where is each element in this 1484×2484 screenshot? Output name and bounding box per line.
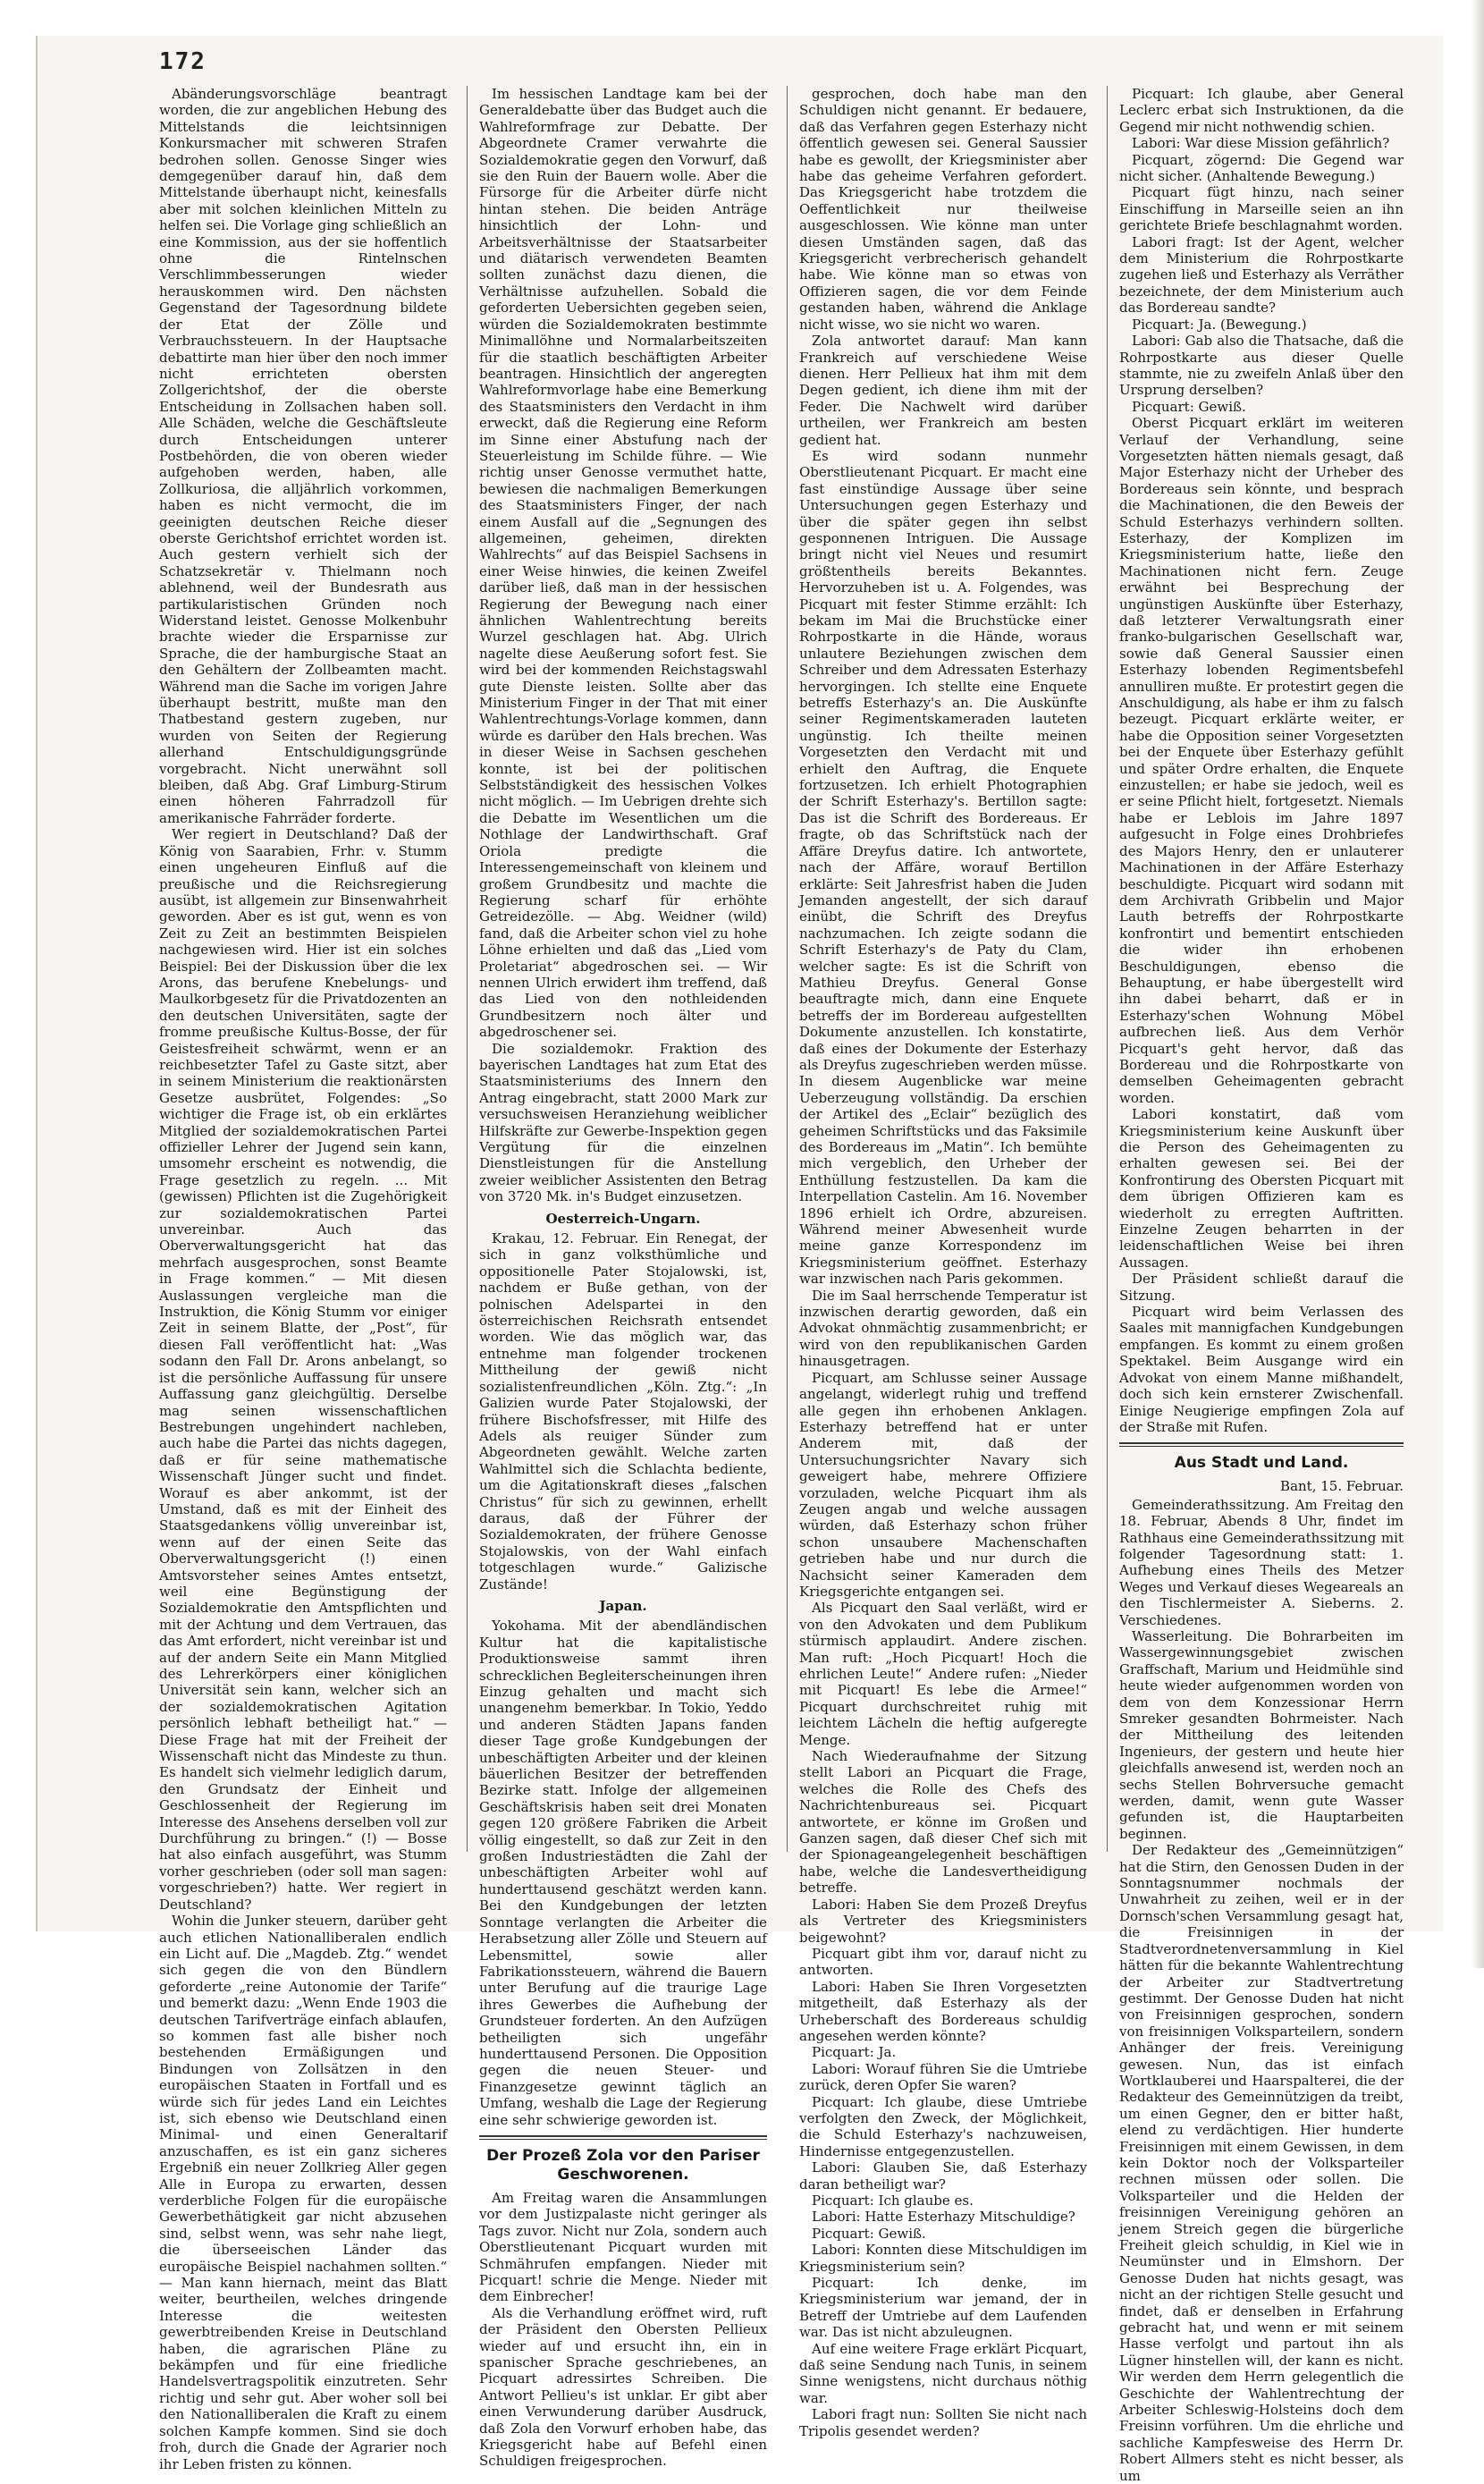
paragraph: Wohin die Junker steuern, darüber geht auch etlichen Nationalliberalen endlich ein Licht auf. Die „Magdeb. Ztg.“ wendet sich gegen die von den Bündlern geforderte „reine Autonomie der Tarife“ und bemerkt dazu: „Wenn Ende 1903 die deutschen Tarifverträge einfach ablaufen, so kommen fast alle bisher noch bestehenden Ermäßigungen und Bindungen von Zollsätzen in den europäischen Staaten in Fortfall und es würde sich für jedes Land ein Leichtes ist, sich ebenso wie Deutschland einen Minimal- und einen Generaltarif anzuschaffen, es ist ein ganz sicheres Ergebniß ein neuer Zollkrieg Aller gegen Alle in Europa zu erwarten, dessen verderbliche Folgen für die europäische Gewerbethätigkeit gar nicht abzusehen sind, selbst wenn, was sehr nahe liegt, die überseeischen Länder das europäische Beispiel nachahmen sollten.“ — Man kann hiernach, meint das Blatt weiter, beurtheilen, welches dringende Interesse die weitesten gewerbtreibenden Kreise in Deutschland haben, die agrarischen Pläne zu bekämpfen und für eine friedliche Handelsvertragspolitik einzutreten. Sehr richtig und sehr gut. Aber woher soll bei den Nationalliberalen die Kraft zu einem solchen Kampfe kommen. Sind sie doch froh, durch die Gnade der Agrarier noch ihr Leben fristen zu können.	[159, 1913, 447, 2472]
column-1	[159, 86, 447, 2472]
paragraph: Abänderungsvorschläge beantragt worden, die zur angeblichen Hebung des Mittelstands die leichtsinnigen Konkursmacher mit schweren Strafen bedrohen sollen. Genosse Singer wies demgegenüber darauf hin, daß dem Mittelstande überhaupt nicht, keinesfalls aber mit solchen kleinlichen Mitteln zu helfen sei. Die Vorlage ging schließlich an eine Kommission, aus der sie hoffentlich ohne die Rintelnschen Verschlimmbesserungen wieder herauskommen wird. Den nächsten Gegenstand der Tagesordnung bildete der Etat der Zölle und Verbrauchssteuern. In der Hauptsache debattirte man hier über den noch immer nicht errichteten obersten Zollgerichtshof, der die oberste Entscheidung in Zollsachen haben soll. Alle Schäden, welche die Geschäftsleute durch Entscheidungen unterer Postbehörden, die von oberen wieder aufgehoben werden, haben, alle Zollkuriosa, die alljährlich vorkommen, haben es nicht vermocht, die im geeinigten deutschen Reiche dieser oberste Gerichtshof errichtet worden ist. Auch gestern verhielt sich der Schatzsekretär v. Thielmann noch ablehnend, weil der Bundesrath aus partikularistischen Gründen noch Widerstand leistet. Genosse Molkenbuhr brachte wieder die Ersparnisse zur Sprache, die der hamburgische Staat an den Gehältern der Zollbeamten macht. Während man die Sache im vorigen Jahre überhaupt bestritt, mußte man den Thatbestand gestern zugeben, nur wurden von Seiten der Regierung allerhand Entschuldigungsgründe vorgebracht. Nicht unerwähnt soll bleiben, daß Abg. Graf Limburg-Stirum einen höheren Fahrradzoll für amerikanische Fahrräder forderte.	[159, 86, 447, 826]
paragraph: Labori: Worauf führen Sie die Umtriebe zurück, deren Opfer Sie waren?	[799, 2060, 1087, 2094]
paragraph: Als Picquart den Saal verläßt, wird er von den Advokaten und dem Publikum stürmisch applaudirt. Andere zischen. Man ruft: „Hoch Picquart! Hoch die ehrlichen Leute!“ Andere rufen: „Nieder mit Picquart! Es lebe die Armee!“ Picquart durchschreitet ruhig mit leichtem Lächeln die heftig aufgeregte Menge.	[799, 1600, 1087, 1748]
column-divider	[787, 86, 788, 1852]
article-title: Der Prozeß Zola vor den Pariser Geschworenen.	[486, 2146, 760, 2184]
paragraph: Oberst Picquart erklärt im weiteren Verlauf der Verhandlung, seine Vorgesetzten hätten niemals gesagt, daß Major Esterhazy nicht der Urheber des Bordereaus sein könnte, und besprach die Machinationen, die den Beweis der Schuld Esterhazys verhindern sollten. Esterhazy, der Komplizen im Kriegsministerium hatte, ließe den Machinationen nicht fern. Zeuge erwähnt bei Besprechung der ungünstigen Auskünfte über Esterhazy, daß letzterer Verwaltungsrath einer franko-bulgarischen Gesellschaft war, sowie daß General Saussier einen Esterhazy lobenden Regimentsbefehl annulliren mußte. Er protestirt gegen die Anschuldigung, als habe er ihm zu falsch bezeugt. Picquart erklärte weiter, er habe die Opposition seiner Vorgesetzten bei der Enquete über Esterhazy gefühlt und später Ordre erhalten, die Enquete einzustellen; er habe sie jedoch, weil es er seine Pflicht hielt, fortgesetzt. Niemals habe er Leblois im Jahre 1897 aufgesucht in Folge eines Drohbriefes des Majors Henry, den er unlauterer Machinationen in der Affäre Esterhazy beschuldigte. Picquart wird sodann mit dem Archivrath Gribbelin und Major Lauth betreffs der Rohrpostkarte konfrontirt und bementirt entschieden die wider ihn erhobenen Beschuldigungen, ebenso die Behauptung, er habe übergestellt wird ihn dabei beharrt, daß er in Esterhazy'schen Wohnung Möbel aufbrechen ließ. Aus dem Verhör Picquart's geht hervor, daß das Bordereau und die Rohrpostkarte von demselben Geheimagenten gebracht worden.	[1119, 415, 1404, 1106]
paragraph: Als die Verhandlung eröffnet wird, ruft der Präsident den Obersten Pellieux wieder auf und ersucht ihn, ein in spanischer Sprache geschriebenes, an Picquart adressirtes Schreiben. Die Antwort Pellieu's ist unklar. Er gibt aber einen Verwunderung darüber Ausdruck, daß Zola den Vorwurf erhoben habe, das Kriegsgericht habe auf Befehl einen Schuldigen freigesprochen.	[479, 2304, 767, 2470]
paragraph: Picquart: Ich glaube es.	[812, 2193, 974, 2209]
section-heading: Oesterreich-Ungarn.	[545, 1210, 701, 1227]
page-edge-shadow	[1471, 0, 1484, 1968]
paragraph: Die im Saal herrschende Temperatur ist inzwischen derartig geworden, daß ein Advokat ohnmächtig zusammenbricht; er wird von den republikanischen Garden hinausgetragen.	[799, 1287, 1087, 1370]
paragraph: Picquart, am Schlusse seiner Aussage angelangt, widerlegt ruhig und treffend alle gegen ihn erhobenen Anklagen. Esterhazy betreffend hat er unter Anderem mit, daß der Untersuchungsrichter Navary sich geweigert habe, mehrere Offiziere vorzuladen, welche Picquart ihm als Zeugen angab und welche aussagen würden, daß Esterhazy schon früher schon unsaubere Machenschaften getrieben habe und nur durch die Nachsicht seiner Kameraden dem Kriegsgerichte entgangen sei.	[799, 1369, 1087, 1600]
dateline: Bant, 15. Februar.	[1280, 1478, 1404, 1495]
column-4	[1119, 86, 1404, 2484]
column-divider	[467, 86, 468, 1852]
paragraph: Labori: Glauben Sie, daß Esterhazy daran betheiligt war?	[799, 2159, 1087, 2193]
paragraph: Auf eine weitere Frage erklärt Picquart, daß seine Sendung nach Tunis, in seinem Sinne wenigstens, nicht durchaus nöthig war.	[799, 2340, 1087, 2406]
paragraph: Wer regiert in Deutschland? Daß der König von Saarabien, Frhr. v. Stumm einen ungeheuren Einfluß auf die preußische und die Reichsregierung ausübt, ist allgemein zur Binsenwahrheit geworden. Aber es ist gut, wenn es von Zeit zu Zeit an bestimmten Beispielen nachgewiesen wird. Hier ist ein solches Beispiel: Bei der Diskussion über die lex Arons, das berufene Knebelungs- und Maulkorbgesetz für die Privatdozenten an den deutschen Universitäten, sagte der fromme preußische Kultus-Bosse, der für Geistesfreiheit schwärmt, wenn er an reichbesetzter Tafel zu Gaste sitzt, aber in seinem Ministerium die reaktionärsten Gesetze ausbrütet, Folgendes: „So wichtiger die Frage ist, ob ein erklärtes Mitglied der sozialdemokratischen Partei offizieller Lehrer der Jugend sein kann, umsomehr erscheint es notwendig, die Frage gesetzlich zu regeln. ... Mit (gewissen) Pflichten ist die Zugehörigkeit zur sozialdemokratischen Partei unvereinbar. Auch das Oberverwaltungsgericht hat das mehrfach ausgesprochen, sonst Beamte in Frage kommen.“ — Mit diesen Auslassungen vergleiche man die Instruktion, die König Stumm vor einiger Zeit in seinem Blatte, der „Post“, für diesen Fall veröffentlicht hat: „Was sodann den Fall Dr. Arons anbelangt, so ist die persönliche Auffassung für unsere Auffassung ganz gleichgültig. Derselbe mag seinen wissenschaftlichen Bestrebungen ungehindert nachleben, auch habe die Partei das nichts dagegen, daß er für seine mathematische Wissenschaft Jünger sucht und findet. Worauf es aber ankommt, ist der Umstand, daß es mit der Einheit des Staatsgedankens völlig unvereinbar ist, wenn auf der einen Seite das Oberverwaltungsgericht (!) einen Amtsvorsteher seines Amtes entsetzt, weil eine Begünstigung der Sozialdemokratie den Amtspflichten und mit der Achtung und dem Vertrauen, das das Amt erfordert, nicht vereinbar ist und auf der andern Seite ein Mann Mitglied des Lehrerkörpers einer königlichen Universität sein kann, welcher sich an der sozialdemokratischen Agitation persönlich lebhaft betheiligt hat.“ — Diese Frage hat mit der Freiheit der Wissenschaft nicht das Mindeste zu thun. Es handelt sich vielmehr lediglich darum, den Grundsatz der Einheit und Geschlossenheit der Regierung im Interesse des Ansehens derselben voll zur Durchführung zu bringen.“ (!) — Bosse hat also einfach ausgeführt, was Stumm vorher geschrieben (oder soll man sagen: vorgeschrieben?) hatte. Wer regiert in Deutschland?	[159, 826, 447, 1913]
paragraph: Labori: Konnten diese Mitschuldigen im Kriegsministerium sein?	[799, 2242, 1087, 2275]
paragraph: Der Präsident schließt darauf die Sitzung.	[1119, 1271, 1404, 1304]
column-3	[799, 86, 1087, 2439]
paragraph: Picquart: Ich glaube, aber General Leclerc erbat sich Instruktionen, da die Gegend mir nicht nothwendig schien.	[1119, 86, 1404, 135]
paragraph: Picquart fügt hinzu, nach seiner Einschiffung in Marseille seien an ihn gerichtete Briefe beschlagnahmt worden.	[1119, 184, 1404, 234]
paragraph: Picquart, zögernd: Die Gegend war nicht sicher. (Anhaltende Bewegung.)	[1119, 151, 1404, 185]
paragraph: Labori: Haben Sie dem Prozeß Dreyfus als Vertreter des Kriegsministers beigewohnt?	[799, 1896, 1087, 1946]
paragraph: gesprochen, doch habe man den Schuldigen nicht genannt. Er bedauere, daß das Verfahren gegen Esterhazy nicht öffentlich gewesen sei. General Saussier habe es gewollt, der Kriegsminister aber habe das geheime Verfahren gefordert. Das Kriegsgericht habe trotzdem die Oeffentlichkeit nur theilweise ausgeschlossen. Wie könne man unter diesen Umständen sagen, daß das Kriegsgericht verbrecherisch gehandelt habe. Wie könne man so etwas von Offizieren sagen, die vor dem Feinde gestanden haben, während die Anklage nicht wisse, wo sie nicht wo waren.	[799, 86, 1087, 333]
column-divider	[1107, 86, 1108, 1852]
column-2	[479, 86, 767, 2470]
section-rule	[1119, 1442, 1404, 1447]
paragraph: Die sozialdemokr. Fraktion des bayerischen Landtages hat zum Etat des Staatsministeriums des Innern den Antrag eingebracht, statt 2000 Mark zur versuchsweisen Heranziehung weiblicher Hilfskräfte zur Gewerbe-Inspektion gegen Vergütung für die einzelnen Dienstleistungen für die Anstellung zweier weiblicher Assistenten den Betrag von 3720 Mk. in's Budget einzusetzen.	[479, 1040, 767, 1205]
paragraph: Wasserleitung. Die Bohrarbeiten im Wassergewinnungsgebiet zwischen Graffschaft, Marium und Heidmühle sind heute wieder aufgenommen worden von dem von dem Konzessionar Herrn Smreker gesandten Bohrmeister. Nach der Mittheilung des leitenden Ingenieurs, der gestern und heute hier gleichfalls anwesend ist, werden noch an sechs Stellen Bohrversuche gemacht werden, damit, wenn gute Wasser gefunden ist, die Hauptarbeiten beginnen.	[1119, 1627, 1404, 1842]
paragraph: Picquart: Gewiß.	[812, 2225, 926, 2242]
paragraph: Nach Wiederaufnahme der Sitzung stellt Labori an Picquart die Frage, welches die Rolle des Chefs des Nachrichtenbureaus sei. Picquart antwortete, er könne im Großen und Ganzen sagen, daß dieser Chef sich mit der Spionageangelegenheit beschäftigen habe, welche die Landesvertheidigung betreffe.	[799, 1748, 1087, 1897]
paragraph: Picquart wird beim Verlassen des Saales mit mannigfachen Kundgebungen empfangen. Es kommt zu einem großen Spektakel. Beim Ausgange wird ein Advokat von einem Manne mißhandelt, doch sich kein ernsterer Zwischenfall. Einige Neugierige empfingen Zola auf der Straße mit Rufen.	[1119, 1304, 1404, 1435]
paragraph: Picquart: Ich glaube, diese Umtriebe verfolgten den Zweck, der Möglichkeit, die Schuld Esterhazy's nachzuweisen, Hindernisse entgegenzustellen.	[799, 2093, 1087, 2159]
paragraph: Labori fragt nun: Sollten Sie nicht nach Tripolis gesendet werden?	[799, 2406, 1087, 2439]
section-rule	[479, 2135, 767, 2140]
paragraph: Labori fragt: Ist der Agent, welcher dem Ministerium die Rohrpostkarte zugehen ließ und Esterhazy als Verräther bezeichnete, der dem Ministerium auch das Bordereau sandte?	[1119, 233, 1404, 317]
paragraph: Picquart: Gewiß.	[1132, 398, 1246, 415]
paragraph: Labori: Haben Sie Ihren Vorgesetzten mitgetheilt, daß Esterhazy als der Urheberschaft des Bordereaus schuldig angesehen werden könnte?	[799, 1978, 1087, 2044]
paragraph: Am Freitag waren die Ansammlungen vor dem Justizpalaste nicht geringer als Tags zuvor. Nicht nur Zola, sondern auch Oberstlieutenant Picquart wurden mit Schmährufen empfangen. Nieder mit Picquart! schrie die Menge. Nieder mit dem Einbrecher!	[479, 2189, 767, 2305]
paragraph: Picquart gibt ihm vor, darauf nicht zu antworten.	[799, 1945, 1087, 1979]
section-heading: Japan.	[599, 1597, 647, 1614]
paragraph: Picquart: Ja.	[812, 2044, 897, 2061]
paragraph: Labori: Gab also die Thatsache, daß die Rohrpostkarte aus dieser Quelle stammte, nie zu zweifeln Anlaß über den Ursprung derselben?	[1119, 333, 1404, 399]
page-number: 172	[159, 48, 207, 75]
paragraph: Yokohama. Mit der abendländischen Kultur hat die kapitalistische Produktionsweise sammt ihren schrecklichen Begleiterscheinungen ihren Einzug gehalten und macht sich unangenehm bemerkbar. In Tokio, Yeddo und anderen Städten Japans fanden dieser Tage große Kundgebungen der unbeschäftigten Arbeiter und der kleinen bäuerlichen Besitzer der betreffenden Bezirke statt. Infolge der allgemeinen Geschäftskrisis haben seit drei Monaten gegen 120 größere Fabriken die Arbeit völlig eingestellt, so daß zur Zeit in den großen Industriestädten die Zahl der unbeschäftigten Arbeiter wohl auf hunderttausend geschätzt werden kann. Bei den Kundgebungen der letzten Sonntage verlangten die Arbeiter die Herabsetzung aller Zölle und Steuern auf Lebensmittel, sowie aller Fabrikationssteuern, während die Bauern unter Berufung auf die traurige Lage ihres Gewerbes die Aufhebung der Grundsteuer forderten. An den Aufzügen betheiligten sich ungefähr hunderttausend Personen. Die Opposition gegen die neuen Steuer- und Finanzgesetze gewinnt täglich an Umfang, weshalb die Lage der Regierung eine sehr schwierige geworden ist.	[479, 1618, 767, 2128]
paragraph: Im hessischen Landtage kam bei der Generaldebatte über das Budget auch die Wahlreformfrage zur Debatte. Der Abgeordnete Cramer verwahrte die Sozialdemokratie gegen den Vorwurf, daß sie den Ruin der Bauern wolle. Aber die Fürsorge für die Arbeiter dürfe nicht hintan stehen. Die beiden Anträge hinsichtlich der Lohn- und Arbeitsverhältnisse der Staatsarbeiter und diätarisch verwendeten Beamten sollten zunächst dazu dienen, die Verhältnisse aufzuhellen. Sobald die geforderten Uebersichten gegeben seien, würden die Sozialdemokraten bestimmte Minimallöhne und Normalarbeitszeiten für die staatlich beschäftigten Arbeiter beantragen. Hinsichtlich der angeregten Wahlreformvorlage habe eine Bemerkung des Staatsministers den Verdacht in ihm erweckt, daß die Regierung eine Reform im Sinne einer Abstufung nach der Steuerleistung im Schilde führe. — Wie richtig unser Genosse vermuthet hatte, bewiesen die nachmaligen Bemerkungen des Staatsministers Finger, der nach einem Ausfall auf die „Segnungen des allgemeinen, geheimen, direkten Wahlrechts“ auf das Beispiel Sachsens in einer Weise hinwies, die keinen Zweifel darüber ließ, daß man in der hessischen Regierung der Bewegung nach einer ähnlichen Wahlentrechtung bereits Wurzel geschlagen hat. Abg. Ulrich nagelte diese Aeußerung sofort fest. Sie wird bei der kommenden Reichstagswahl gute Dienste leisten. Sollte aber das Ministerium Finger in der That mit einer Wahlentrechtungs-Vorlage kommen, dann würde es darüber den Hals brechen. Was in dieser Weise in Sachsen geschehen konnte, ist bei der politischen Selbstständigkeit des hessischen Volkes nicht möglich. — Im Uebrigen drehte sich die Debatte im Wesentlichen um die Nothlage der Landwirthschaft. Graf Oriola predigte die Interessengemeinschaft von kleinem und großem Grundbesitz und machte die Regierung scharf für erhöhte Getreidezölle. — Abg. Weidner (wild) fand, daß die Arbeiter schon viel zu hohe Löhne erhielten und daß das „Lied vom Proletariat“ abgedroschen sei. — Wir nennen Ulrich erwidert ihm treffend, daß das Lied von den nothleidenden Grundbesitzern noch älter und abgedroschener sei.	[479, 86, 767, 1041]
paragraph: Es wird sodann nunmehr Oberstlieutenant Picquart. Er macht eine fast einstündige Aussage über seine Untersuchungen gegen Esterhazy und über die später gegen ihn selbst gesponnenen Intriguen. Die Aussage bringt nicht viel Neues und resumirt größtentheils bereits Bekanntes. Hervorzuheben ist u. A. Folgendes, was Picquart mit fester Stimme erzählt: Ich bekam im Mai die Bruchstücke einer Rohrpostkarte in die Hände, woraus unlautere Beziehungen zwischen dem Schreiber und dem Adressaten Esterhazy hervorgingen. Ich stellte eine Enquete betreffs Esterhazy's an. Die Auskünfte seiner Regimentskameraden lauteten ungünstig. Ich theilte meinen Vorgesetzten den Verdacht mit und erhielt den Auftrag, die Enquete fortzusetzen. Ich erhielt Photographien der Schrift Esterhazy's. Bertillon sagte: Das ist die Schrift des Bordereaus. Er fragte, ob das Schriftstück nach der Affäre Dreyfus datire. Ich antwortete, nach der Affäre, worauf Bertillon erklärte: Seit Jahresfrist haben die Juden Jemanden angestellt, der sich darauf einübt, die Schrift des Dreyfus nachzumachen. Ich zeigte sodann die Schrift Esterhazy's de Paty du Clam, welcher sagte: Es ist die Schrift von Mathieu Dreyfus. General Gonse beauftragte mich, dann eine Enquete betreffs der im Bordereau aufgestellten Dokumente anzustellen. Ich konstatirte, daß eines der Dokumente der Esterhazy als Dreyfus zugeschrieben werden müsse. In diesem Augenblicke war meine Ueberzeugung vollständig. Da erschien der Artikel des „Eclair“ bezüglich des geheimen Schriftstücks und das Faksimile des Bordereaus im „Matin“. Ich bemühte mich vergeblich, den Urheber der Enthüllung festzustellen. Da kam die Interpellation Castelin. Am 16. November 1896 erhielt ich Ordre, abzureisen. Während meiner Abwesenheit wurde meine ganze Korrespondenz im Kriegsministerium geöffnet. Esterhazy war inzwischen nach Paris gekommen.	[799, 447, 1087, 1288]
paragraph: Picquart: Ja. (Bewegung.)	[1132, 316, 1307, 333]
paragraph: Picquart: Ich denke, im Kriegsministerium war jemand, der in Betreff der Umtriebe auf dem Laufenden war. Das ist nicht abzuleugnen.	[799, 2275, 1087, 2341]
paragraph: Gemeinderathssitzung. Am Freitag den 18. Februar, Abends 8 Uhr, findet im Rathhaus eine Gemeinderathssitzung mit folgender Tagesordnung statt: 1. Aufhebung eines Theils des Metzer Weges und Verkauf dieses Wegeareals an den Tischlermeister A. Sieberns. 2. Verschiedenes.	[1119, 1496, 1404, 1628]
paragraph: Labori konstatirt, daß vom Kriegsministerium keine Auskunft über die Person des Geheimagenten zu erhalten gewesen sei. Bei der Konfrontirung des Obersten Picquart mit dem übrigen Offizieren kam es wiederholt zu erregten Auftritten. Einzelne Zeugen beharrten in der leidenschaftlichen Weise bei ihren Aussagen.	[1119, 1106, 1404, 1271]
paragraph: Der Redakteur des „Gemeinnützigen“ hat die Stirn, den Genossen Duden in der Sonntagsnummer nochmals der Unwahrheit zu zeihen, weil er in der Dornsch'schen Versammlung gesagt hat, die Freisinnigen in der Stadtverordnetenversammlung in Kiel hätten für die bekannte Wahlentrechtung der Arbeiter zur Stadtvertretung gestimmt. Der Genosse Duden hat nicht von Freisinnigen gesprochen, sondern von freisinnigen Volksparteilern, sondern Anhänger der freis. Vereinigung gewesen. Nun, das ist einfach Wortklauberei und Haarspalterei, die der Redakteur des Gemeinnützigen da treibt, um einen Gegner, den er bitter haßt, elend zu verdächtigen. Hier hunderte Freisinnigen mit einem Gewissen, in dem kein Doktor noch der Volksparteiler rechnen müssen oder sollen. Die Volksparteiler und die Helden der freisinnigen Vereinigung gehören an jenem Streich gegen die bürgerliche Freiheit gleich schuldig, in Kiel wie in Neumünster und in Elmshorn. Der Genosse Duden hat nichts gesagt, was nicht an der richtigen Stelle gesucht und findet, daß er denselben in Erfahrung gebracht hat, und wenn er mit seinem Hasse verfolgt und partout ihn als Lügner hinstellen will, der kann es nicht. Wir werden dem Herrn gelegentlich die Geschichte der Wahlentrechtung der Arbeiter Schleswig-Holsteins doch dem Freisinn vorführen. Um die ehrliche und sachliche Kampfesweise des Herrn Dr. Robert Allmers steht es nicht besser, als um	[1119, 1842, 1404, 2484]
article-title: Aus Stadt und Land.	[1174, 1454, 1349, 1473]
paragraph: Labori: Hatte Esterhazy Mitschuldige?	[812, 2209, 1075, 2226]
paragraph: Zola antwortet darauf: Man kann Frankreich auf verschiedene Weise dienen. Herr Pellieux hat ihm mit dem Degen gedient, ich diene ihm mit der Feder. Die Nachwelt wird darüber urtheilen, wer Frankreich am besten gedient hat.	[799, 333, 1087, 448]
paragraph: Krakau, 12. Februar. Ein Renegat, der sich in ganz volksthümliche und oppositionelle Pater Stojalowski, ist, nachdem er Buße gethan, von der polnischen Adelspartei in den österreichischen Reichsrath entsendet worden. Wie das möglich war, das entnehme man folgender trockenen Mittheilung der gewiß nicht sozialistenfreundlichen „Köln. Ztg.“: „In Galizien wurde Pater Stojalowski, der frühere Bischofsfresser, mit Hilfe des Adels als reuiger Sünder zum Abgeordneten gewählt. Welche zarten Wahlmittel sich die Schlachta bediente, um die Agitationskraft dieses „falschen Christus“ für sich zu gewinnen, erhellt daraus, daß der Führer der Sozialdemokraten, der frühere Genosse Stojalowskis, von der Wahl einfach totgeschlagen wurde.“ Galizische Zustände!	[479, 1230, 767, 1593]
paragraph: Labori: War diese Mission gefährlich?	[1132, 135, 1390, 152]
